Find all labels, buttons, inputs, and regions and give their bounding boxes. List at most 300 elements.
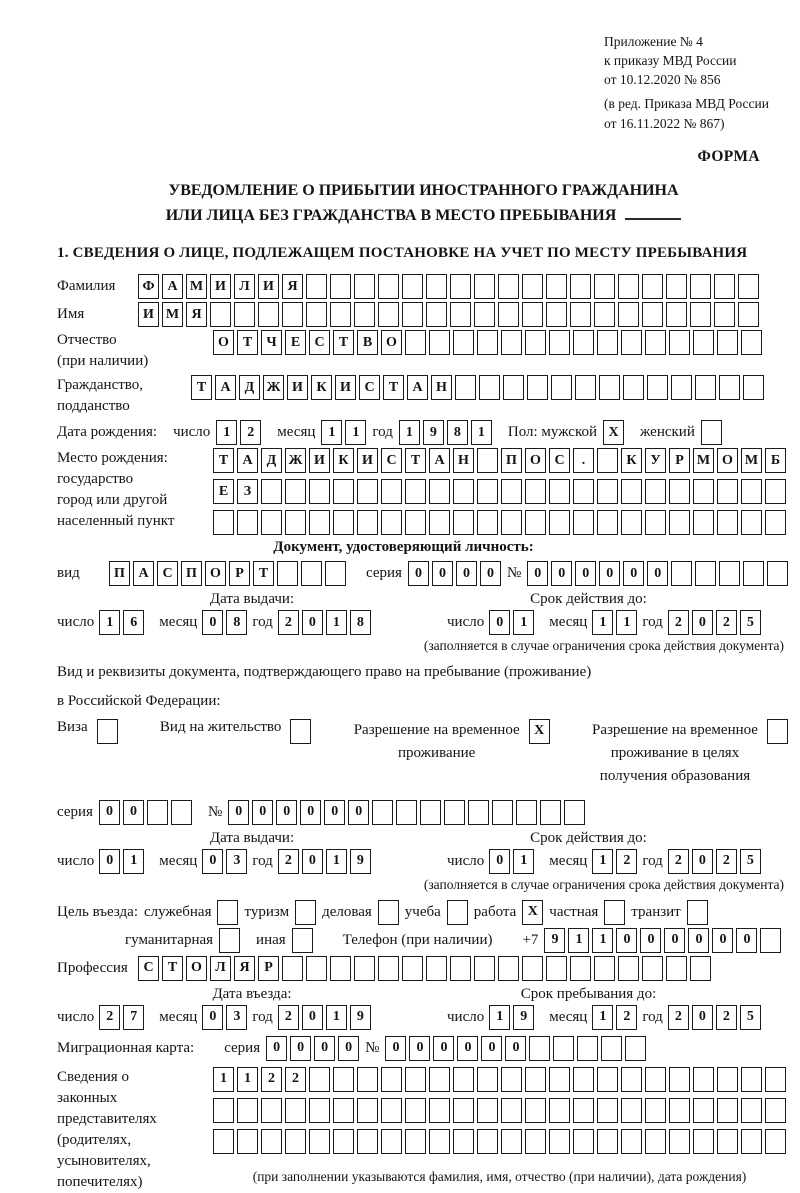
char-cell[interactable]: 0 (202, 849, 223, 874)
char-cell[interactable] (354, 956, 375, 981)
char-cell[interactable] (237, 1129, 258, 1154)
char-cell[interactable] (618, 274, 639, 299)
char-cell[interactable] (671, 561, 692, 586)
char-cell[interactable]: 0 (324, 800, 345, 825)
char-cell[interactable] (666, 956, 687, 981)
char-cell[interactable] (645, 330, 666, 355)
char-cell[interactable] (594, 302, 615, 327)
char-cell[interactable]: 1 (345, 420, 366, 445)
char-cell[interactable]: И (138, 302, 159, 327)
char-cell[interactable] (597, 448, 618, 473)
char-cell[interactable] (492, 800, 513, 825)
char-cell[interactable]: И (210, 274, 231, 299)
char-cell[interactable]: О (525, 448, 546, 473)
char-cell[interactable]: 0 (348, 800, 369, 825)
char-cell[interactable]: 5 (740, 610, 761, 635)
char-cell[interactable]: А (162, 274, 183, 299)
char-cell[interactable] (306, 302, 327, 327)
char-cell[interactable]: 0 (409, 1036, 430, 1061)
purpose-business-checkbox[interactable] (378, 900, 399, 925)
char-cell[interactable]: Н (453, 448, 474, 473)
char-cell[interactable]: 0 (202, 1005, 223, 1030)
char-cell[interactable] (564, 800, 585, 825)
char-cell[interactable]: Т (162, 956, 183, 981)
char-cell[interactable] (453, 1067, 474, 1092)
char-cell[interactable] (450, 274, 471, 299)
purpose-transit-checkbox[interactable] (687, 900, 708, 925)
char-cell[interactable] (669, 479, 690, 504)
char-cell[interactable]: 9 (350, 849, 371, 874)
char-cell[interactable]: 2 (716, 610, 737, 635)
char-cell[interactable]: 0 (736, 928, 757, 953)
char-cell[interactable] (645, 1129, 666, 1154)
char-cell[interactable] (213, 1098, 234, 1123)
char-cell[interactable]: 0 (314, 1036, 335, 1061)
char-cell[interactable]: П (109, 561, 130, 586)
char-cell[interactable]: 0 (481, 1036, 502, 1061)
char-cell[interactable]: М (693, 448, 714, 473)
char-cell[interactable] (693, 330, 714, 355)
char-cell[interactable] (522, 274, 543, 299)
char-cell[interactable]: И (357, 448, 378, 473)
char-cell[interactable] (426, 302, 447, 327)
char-cell[interactable] (477, 479, 498, 504)
char-cell[interactable] (738, 302, 759, 327)
char-cell[interactable]: 0 (647, 561, 668, 586)
char-cell[interactable] (719, 375, 740, 400)
char-cell[interactable] (444, 800, 465, 825)
char-cell[interactable]: . (573, 448, 594, 473)
char-cell[interactable] (599, 375, 620, 400)
char-cell[interactable] (621, 1129, 642, 1154)
char-cell[interactable] (503, 375, 524, 400)
char-cell[interactable]: О (186, 956, 207, 981)
char-cell[interactable]: 0 (688, 928, 709, 953)
char-cell[interactable]: А (237, 448, 258, 473)
char-cell[interactable] (573, 1098, 594, 1123)
visa-checkbox[interactable] (97, 719, 118, 744)
char-cell[interactable]: 0 (640, 928, 661, 953)
char-cell[interactable] (261, 510, 282, 535)
char-cell[interactable] (171, 800, 192, 825)
char-cell[interactable]: 2 (668, 1005, 689, 1030)
char-cell[interactable] (325, 561, 346, 586)
char-cell[interactable]: А (215, 375, 236, 400)
char-cell[interactable] (573, 1067, 594, 1092)
char-cell[interactable]: 1 (321, 420, 342, 445)
char-cell[interactable]: И (287, 375, 308, 400)
char-cell[interactable] (645, 479, 666, 504)
purpose-tourism-checkbox[interactable] (295, 900, 316, 925)
char-cell[interactable]: 0 (692, 610, 713, 635)
char-cell[interactable] (717, 479, 738, 504)
char-cell[interactable]: М (741, 448, 762, 473)
char-cell[interactable] (549, 1098, 570, 1123)
purpose-study-checkbox[interactable] (447, 900, 468, 925)
char-cell[interactable] (453, 330, 474, 355)
char-cell[interactable] (618, 302, 639, 327)
char-cell[interactable] (477, 510, 498, 535)
char-cell[interactable] (477, 330, 498, 355)
char-cell[interactable]: Ф (138, 274, 159, 299)
char-cell[interactable] (429, 479, 450, 504)
char-cell[interactable]: Н (431, 375, 452, 400)
char-cell[interactable] (213, 1129, 234, 1154)
char-cell[interactable] (575, 375, 596, 400)
char-cell[interactable] (450, 956, 471, 981)
char-cell[interactable] (645, 510, 666, 535)
char-cell[interactable]: 2 (285, 1067, 306, 1092)
char-cell[interactable] (381, 479, 402, 504)
char-cell[interactable] (760, 928, 781, 953)
char-cell[interactable] (594, 274, 615, 299)
char-cell[interactable] (525, 510, 546, 535)
char-cell[interactable] (381, 510, 402, 535)
char-cell[interactable] (573, 1129, 594, 1154)
char-cell[interactable]: 0 (623, 561, 644, 586)
char-cell[interactable] (330, 956, 351, 981)
char-cell[interactable]: З (237, 479, 258, 504)
char-cell[interactable]: Т (405, 448, 426, 473)
char-cell[interactable]: 0 (457, 1036, 478, 1061)
char-cell[interactable]: 0 (252, 800, 273, 825)
char-cell[interactable] (647, 375, 668, 400)
char-cell[interactable] (666, 302, 687, 327)
purpose-private-checkbox[interactable] (604, 900, 625, 925)
char-cell[interactable] (695, 375, 716, 400)
char-cell[interactable]: 1 (513, 849, 534, 874)
char-cell[interactable] (741, 479, 762, 504)
char-cell[interactable] (396, 800, 417, 825)
char-cell[interactable] (714, 274, 735, 299)
char-cell[interactable]: 0 (276, 800, 297, 825)
char-cell[interactable] (285, 1129, 306, 1154)
char-cell[interactable] (717, 1129, 738, 1154)
char-cell[interactable]: Д (239, 375, 260, 400)
char-cell[interactable] (597, 1067, 618, 1092)
char-cell[interactable]: 0 (266, 1036, 287, 1061)
char-cell[interactable] (527, 375, 548, 400)
char-cell[interactable] (429, 510, 450, 535)
char-cell[interactable] (453, 510, 474, 535)
char-cell[interactable] (553, 1036, 574, 1061)
char-cell[interactable]: 1 (213, 1067, 234, 1092)
char-cell[interactable] (306, 956, 327, 981)
char-cell[interactable] (405, 330, 426, 355)
temp-residence-education-checkbox[interactable] (767, 719, 788, 744)
char-cell[interactable] (577, 1036, 598, 1061)
char-cell[interactable]: 1 (237, 1067, 258, 1092)
char-cell[interactable] (690, 302, 711, 327)
purpose-work-checkbox[interactable]: X (522, 900, 543, 925)
char-cell[interactable]: 1 (471, 420, 492, 445)
char-cell[interactable] (402, 956, 423, 981)
char-cell[interactable]: 3 (226, 849, 247, 874)
char-cell[interactable]: 0 (338, 1036, 359, 1061)
char-cell[interactable]: 0 (302, 610, 323, 635)
char-cell[interactable] (237, 1098, 258, 1123)
char-cell[interactable]: И (258, 274, 279, 299)
char-cell[interactable]: Т (237, 330, 258, 355)
char-cell[interactable]: С (138, 956, 159, 981)
char-cell[interactable]: Ж (263, 375, 284, 400)
char-cell[interactable] (468, 800, 489, 825)
char-cell[interactable] (522, 956, 543, 981)
char-cell[interactable]: 1 (513, 610, 534, 635)
sex-female-checkbox[interactable] (701, 420, 722, 445)
char-cell[interactable]: 0 (505, 1036, 526, 1061)
char-cell[interactable] (741, 1129, 762, 1154)
char-cell[interactable] (479, 375, 500, 400)
char-cell[interactable]: Ч (261, 330, 282, 355)
char-cell[interactable]: 0 (385, 1036, 406, 1061)
char-cell[interactable] (597, 1098, 618, 1123)
char-cell[interactable] (525, 1098, 546, 1123)
char-cell[interactable]: К (311, 375, 332, 400)
char-cell[interactable]: Е (213, 479, 234, 504)
char-cell[interactable]: 0 (408, 561, 429, 586)
char-cell[interactable] (529, 1036, 550, 1061)
char-cell[interactable] (597, 1129, 618, 1154)
char-cell[interactable] (597, 330, 618, 355)
char-cell[interactable]: С (381, 448, 402, 473)
char-cell[interactable]: 0 (692, 1005, 713, 1030)
char-cell[interactable]: 1 (592, 1005, 613, 1030)
char-cell[interactable] (714, 302, 735, 327)
char-cell[interactable] (601, 1036, 622, 1061)
char-cell[interactable] (405, 1067, 426, 1092)
char-cell[interactable] (669, 1098, 690, 1123)
char-cell[interactable] (420, 800, 441, 825)
char-cell[interactable]: К (333, 448, 354, 473)
char-cell[interactable]: Д (261, 448, 282, 473)
char-cell[interactable] (693, 1098, 714, 1123)
char-cell[interactable]: 2 (668, 610, 689, 635)
char-cell[interactable] (301, 561, 322, 586)
char-cell[interactable] (402, 302, 423, 327)
char-cell[interactable]: С (309, 330, 330, 355)
char-cell[interactable]: С (157, 561, 178, 586)
char-cell[interactable]: У (645, 448, 666, 473)
char-cell[interactable]: 1 (592, 849, 613, 874)
char-cell[interactable] (261, 479, 282, 504)
char-cell[interactable] (309, 1067, 330, 1092)
char-cell[interactable]: 1 (568, 928, 589, 953)
char-cell[interactable]: И (309, 448, 330, 473)
char-cell[interactable] (525, 330, 546, 355)
char-cell[interactable] (405, 510, 426, 535)
char-cell[interactable] (405, 1098, 426, 1123)
char-cell[interactable]: С (549, 448, 570, 473)
char-cell[interactable] (719, 561, 740, 586)
purpose-official-checkbox[interactable] (217, 900, 238, 925)
char-cell[interactable]: 2 (668, 849, 689, 874)
char-cell[interactable]: 1 (326, 1005, 347, 1030)
char-cell[interactable] (455, 375, 476, 400)
char-cell[interactable] (546, 274, 567, 299)
char-cell[interactable] (717, 330, 738, 355)
char-cell[interactable] (549, 1067, 570, 1092)
char-cell[interactable] (357, 1098, 378, 1123)
char-cell[interactable] (498, 274, 519, 299)
char-cell[interactable]: Р (258, 956, 279, 981)
char-cell[interactable]: М (162, 302, 183, 327)
char-cell[interactable]: 0 (228, 800, 249, 825)
char-cell[interactable] (642, 302, 663, 327)
char-cell[interactable] (426, 274, 447, 299)
char-cell[interactable]: 0 (202, 610, 223, 635)
purpose-humanitarian-checkbox[interactable] (219, 928, 240, 953)
char-cell[interactable] (549, 330, 570, 355)
char-cell[interactable]: 8 (447, 420, 468, 445)
char-cell[interactable] (570, 956, 591, 981)
char-cell[interactable] (381, 1067, 402, 1092)
char-cell[interactable]: 2 (616, 1005, 637, 1030)
char-cell[interactable]: 0 (575, 561, 596, 586)
char-cell[interactable] (525, 1067, 546, 1092)
char-cell[interactable]: Л (210, 956, 231, 981)
char-cell[interactable] (285, 479, 306, 504)
char-cell[interactable]: Е (285, 330, 306, 355)
char-cell[interactable]: 1 (592, 928, 613, 953)
char-cell[interactable] (354, 274, 375, 299)
char-cell[interactable]: 0 (302, 1005, 323, 1030)
char-cell[interactable] (372, 800, 393, 825)
char-cell[interactable]: Т (333, 330, 354, 355)
char-cell[interactable]: В (357, 330, 378, 355)
char-cell[interactable] (477, 1067, 498, 1092)
char-cell[interactable] (450, 302, 471, 327)
char-cell[interactable] (666, 274, 687, 299)
char-cell[interactable]: 1 (489, 1005, 510, 1030)
char-cell[interactable] (549, 479, 570, 504)
char-cell[interactable] (453, 479, 474, 504)
char-cell[interactable] (333, 1067, 354, 1092)
char-cell[interactable] (625, 1036, 646, 1061)
char-cell[interactable] (525, 479, 546, 504)
char-cell[interactable] (498, 956, 519, 981)
char-cell[interactable] (621, 479, 642, 504)
char-cell[interactable] (429, 1098, 450, 1123)
char-cell[interactable]: 0 (599, 561, 620, 586)
char-cell[interactable] (330, 302, 351, 327)
char-cell[interactable] (717, 1067, 738, 1092)
char-cell[interactable]: 5 (740, 1005, 761, 1030)
char-cell[interactable]: 9 (350, 1005, 371, 1030)
char-cell[interactable]: Я (234, 956, 255, 981)
char-cell[interactable] (525, 1129, 546, 1154)
char-cell[interactable] (333, 1129, 354, 1154)
char-cell[interactable] (309, 1129, 330, 1154)
char-cell[interactable] (333, 1098, 354, 1123)
char-cell[interactable] (501, 330, 522, 355)
char-cell[interactable]: 9 (423, 420, 444, 445)
char-cell[interactable] (693, 1067, 714, 1092)
char-cell[interactable]: 9 (544, 928, 565, 953)
char-cell[interactable]: 0 (99, 800, 120, 825)
char-cell[interactable] (570, 302, 591, 327)
char-cell[interactable] (765, 510, 786, 535)
char-cell[interactable] (671, 375, 692, 400)
char-cell[interactable]: 1 (123, 849, 144, 874)
char-cell[interactable] (309, 510, 330, 535)
char-cell[interactable] (147, 800, 168, 825)
char-cell[interactable] (501, 510, 522, 535)
char-cell[interactable] (767, 561, 788, 586)
char-cell[interactable] (498, 302, 519, 327)
char-cell[interactable]: 1 (399, 420, 420, 445)
char-cell[interactable] (618, 956, 639, 981)
char-cell[interactable]: 0 (432, 561, 453, 586)
char-cell[interactable] (429, 330, 450, 355)
char-cell[interactable]: Р (669, 448, 690, 473)
char-cell[interactable]: Б (765, 448, 786, 473)
char-cell[interactable]: 0 (489, 610, 510, 635)
char-cell[interactable]: 0 (456, 561, 477, 586)
char-cell[interactable] (642, 956, 663, 981)
char-cell[interactable] (717, 1098, 738, 1123)
char-cell[interactable] (669, 1129, 690, 1154)
char-cell[interactable] (477, 448, 498, 473)
char-cell[interactable] (621, 1067, 642, 1092)
char-cell[interactable] (741, 330, 762, 355)
char-cell[interactable] (237, 510, 258, 535)
char-cell[interactable] (551, 375, 572, 400)
char-cell[interactable]: О (381, 330, 402, 355)
char-cell[interactable] (429, 1129, 450, 1154)
char-cell[interactable] (309, 1098, 330, 1123)
char-cell[interactable] (623, 375, 644, 400)
char-cell[interactable]: 0 (480, 561, 501, 586)
char-cell[interactable] (285, 1098, 306, 1123)
char-cell[interactable]: 1 (592, 610, 613, 635)
purpose-other-checkbox[interactable] (292, 928, 313, 953)
char-cell[interactable]: С (359, 375, 380, 400)
char-cell[interactable] (693, 510, 714, 535)
char-cell[interactable]: А (407, 375, 428, 400)
char-cell[interactable] (357, 479, 378, 504)
char-cell[interactable]: 2 (716, 849, 737, 874)
char-cell[interactable]: 5 (740, 849, 761, 874)
char-cell[interactable] (210, 302, 231, 327)
char-cell[interactable] (645, 1067, 666, 1092)
char-cell[interactable]: 0 (300, 800, 321, 825)
char-cell[interactable] (669, 330, 690, 355)
char-cell[interactable] (477, 1129, 498, 1154)
char-cell[interactable] (261, 1129, 282, 1154)
char-cell[interactable]: 2 (240, 420, 261, 445)
char-cell[interactable] (282, 956, 303, 981)
char-cell[interactable] (453, 1098, 474, 1123)
char-cell[interactable]: 0 (551, 561, 572, 586)
char-cell[interactable] (213, 510, 234, 535)
char-cell[interactable]: 0 (616, 928, 637, 953)
char-cell[interactable]: П (501, 448, 522, 473)
char-cell[interactable] (330, 274, 351, 299)
char-cell[interactable] (378, 956, 399, 981)
char-cell[interactable]: 0 (123, 800, 144, 825)
char-cell[interactable]: Я (186, 302, 207, 327)
char-cell[interactable]: 0 (712, 928, 733, 953)
char-cell[interactable] (597, 479, 618, 504)
char-cell[interactable] (333, 510, 354, 535)
char-cell[interactable] (570, 274, 591, 299)
char-cell[interactable] (741, 1067, 762, 1092)
char-cell[interactable]: 0 (527, 561, 548, 586)
char-cell[interactable]: Ж (285, 448, 306, 473)
char-cell[interactable] (621, 330, 642, 355)
char-cell[interactable] (522, 302, 543, 327)
